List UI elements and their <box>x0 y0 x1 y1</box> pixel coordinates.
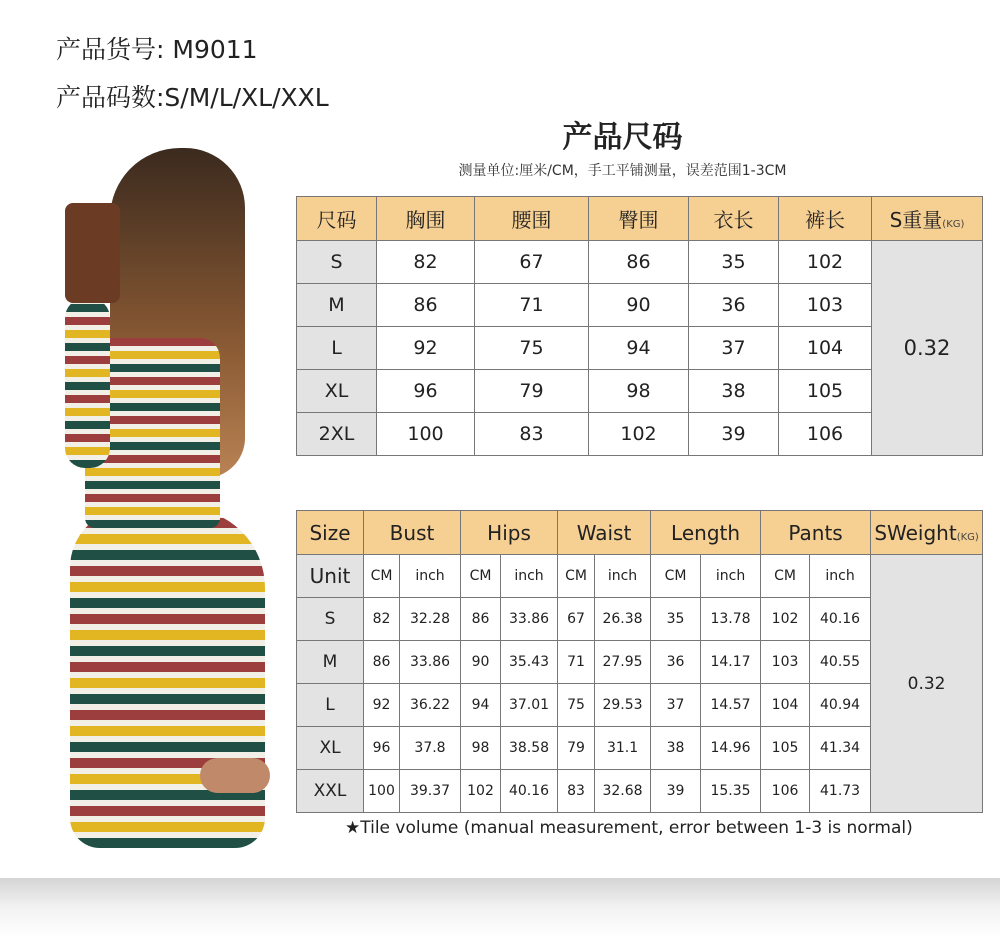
header-hips: Hips <box>461 511 558 555</box>
value-cell: 32.68 <box>595 770 651 813</box>
footer-bar <box>0 878 1000 938</box>
value-cell: 37.8 <box>400 727 461 770</box>
value-cell: 79 <box>558 727 595 770</box>
value-cell: 79 <box>475 370 589 413</box>
value-cell: 38 <box>651 727 701 770</box>
value-cell: 38 <box>689 370 779 413</box>
foot <box>200 758 270 793</box>
header-bust: 胸围 <box>377 197 475 241</box>
header-row <box>297 197 983 241</box>
size-cell: XL <box>297 727 364 770</box>
value-cell: 36 <box>651 641 701 684</box>
value-cell: 40.94 <box>810 684 871 727</box>
size-cell: M <box>297 284 377 327</box>
value-cell: 103 <box>779 284 872 327</box>
header-waist: Waist <box>558 511 651 555</box>
value-cell: 86 <box>377 284 475 327</box>
phone-icon <box>65 203 120 303</box>
value-cell: 102 <box>461 770 501 813</box>
value-cell: 35 <box>689 241 779 284</box>
value-cell: 40.55 <box>810 641 871 684</box>
value-cell: 94 <box>461 684 501 727</box>
weight-unit: (KG) <box>956 531 979 543</box>
value-cell: 13.78 <box>701 598 761 641</box>
unit-cm: CM <box>761 555 810 598</box>
unit-cm: CM <box>364 555 400 598</box>
value-cell: 71 <box>558 641 595 684</box>
unit-label: Unit <box>297 555 364 598</box>
header-row <box>297 511 983 555</box>
value-cell: 32.28 <box>400 598 461 641</box>
value-cell: 37.01 <box>501 684 558 727</box>
value-cell: 96 <box>364 727 400 770</box>
header-weight-label: S重量 <box>889 208 943 232</box>
value-cell: 86 <box>461 598 501 641</box>
value-cell: 94 <box>589 327 689 370</box>
unit-inch: inch <box>810 555 871 598</box>
value-cell: 92 <box>364 684 400 727</box>
weight-value: 0.32 <box>871 555 983 813</box>
value-cell: 67 <box>475 241 589 284</box>
value-cell: 71 <box>475 284 589 327</box>
unit-cm: CM <box>461 555 501 598</box>
value-cell: 39.37 <box>400 770 461 813</box>
raised-arm <box>65 298 110 468</box>
value-cell: 35.43 <box>501 641 558 684</box>
size-cell: S <box>297 598 364 641</box>
measurement-note-en: ★Tile volume (manual measurement, error between 1-3 is normal) <box>345 818 913 838</box>
size-cell: XL <box>297 370 377 413</box>
header-waist: 腰围 <box>475 197 589 241</box>
unit-cm: CM <box>558 555 595 598</box>
header-weight <box>871 511 983 555</box>
table-row <box>297 241 983 284</box>
size-table-cn <box>296 196 983 456</box>
value-cell: 98 <box>589 370 689 413</box>
value-cell: 102 <box>779 241 872 284</box>
value-cell: 75 <box>475 327 589 370</box>
value-cell: 102 <box>761 598 810 641</box>
item-number: 产品货号: M9011 <box>56 35 258 64</box>
weight-value: 0.32 <box>872 241 983 456</box>
value-cell: 102 <box>589 413 689 456</box>
value-cell: 41.34 <box>810 727 871 770</box>
value-cell: 15.35 <box>701 770 761 813</box>
available-sizes: 产品码数:S/M/L/XL/XXL <box>56 83 329 112</box>
value-cell: 82 <box>377 241 475 284</box>
size-cell: 2XL <box>297 413 377 456</box>
value-cell: 33.86 <box>400 641 461 684</box>
value-cell: 96 <box>377 370 475 413</box>
value-cell: 82 <box>364 598 400 641</box>
value-cell: 103 <box>761 641 810 684</box>
size-cell: L <box>297 327 377 370</box>
size-cell: S <box>297 241 377 284</box>
value-cell: 100 <box>377 413 475 456</box>
value-cell: 40.16 <box>501 770 558 813</box>
value-cell: 35 <box>651 598 701 641</box>
header-bust: Bust <box>364 511 461 555</box>
header-pants: Pants <box>761 511 871 555</box>
value-cell: 75 <box>558 684 595 727</box>
value-cell: 14.17 <box>701 641 761 684</box>
value-cell: 39 <box>689 413 779 456</box>
value-cell: 104 <box>779 327 872 370</box>
measurement-note-cn: 测量单位:厘米/CM，手工平铺测量，误差范围1-3CM <box>458 163 787 179</box>
value-cell: 86 <box>589 241 689 284</box>
unit-cm: CM <box>651 555 701 598</box>
value-cell: 39 <box>651 770 701 813</box>
value-cell: 90 <box>589 284 689 327</box>
value-cell: 106 <box>761 770 810 813</box>
unit-inch: inch <box>595 555 651 598</box>
value-cell: 40.16 <box>810 598 871 641</box>
value-cell: 14.57 <box>701 684 761 727</box>
value-cell: 27.95 <box>595 641 651 684</box>
value-cell: 100 <box>364 770 400 813</box>
product-photo <box>55 148 285 858</box>
header-pants: 裤长 <box>779 197 872 241</box>
value-cell: 36.22 <box>400 684 461 727</box>
value-cell: 104 <box>761 684 810 727</box>
header-weight <box>872 197 983 241</box>
value-cell: 67 <box>558 598 595 641</box>
value-cell: 38.58 <box>501 727 558 770</box>
value-cell: 92 <box>377 327 475 370</box>
size-cell: L <box>297 684 364 727</box>
value-cell: 14.96 <box>701 727 761 770</box>
header-size: Size <box>297 511 364 555</box>
value-cell: 37 <box>689 327 779 370</box>
header-length: Length <box>651 511 761 555</box>
header-length: 衣长 <box>689 197 779 241</box>
header-weight-label: SWeight <box>874 520 957 545</box>
striped-pants <box>70 508 265 848</box>
value-cell: 36 <box>689 284 779 327</box>
weight-unit: (KG) <box>942 219 965 230</box>
value-cell: 41.73 <box>810 770 871 813</box>
value-cell: 106 <box>779 413 872 456</box>
header-size: 尺码 <box>297 197 377 241</box>
size-cell: XXL <box>297 770 364 813</box>
unit-row <box>297 555 983 598</box>
value-cell: 29.53 <box>595 684 651 727</box>
value-cell: 83 <box>475 413 589 456</box>
value-cell: 105 <box>761 727 810 770</box>
value-cell: 105 <box>779 370 872 413</box>
unit-inch: inch <box>400 555 461 598</box>
unit-inch: inch <box>701 555 761 598</box>
value-cell: 86 <box>364 641 400 684</box>
size-table-en <box>296 510 983 813</box>
value-cell: 37 <box>651 684 701 727</box>
unit-inch: inch <box>501 555 558 598</box>
value-cell: 83 <box>558 770 595 813</box>
size-cell: M <box>297 641 364 684</box>
value-cell: 90 <box>461 641 501 684</box>
value-cell: 33.86 <box>501 598 558 641</box>
size-chart-title: 产品尺码 <box>562 120 683 155</box>
header-hips: 臀围 <box>589 197 689 241</box>
value-cell: 31.1 <box>595 727 651 770</box>
value-cell: 98 <box>461 727 501 770</box>
value-cell: 26.38 <box>595 598 651 641</box>
